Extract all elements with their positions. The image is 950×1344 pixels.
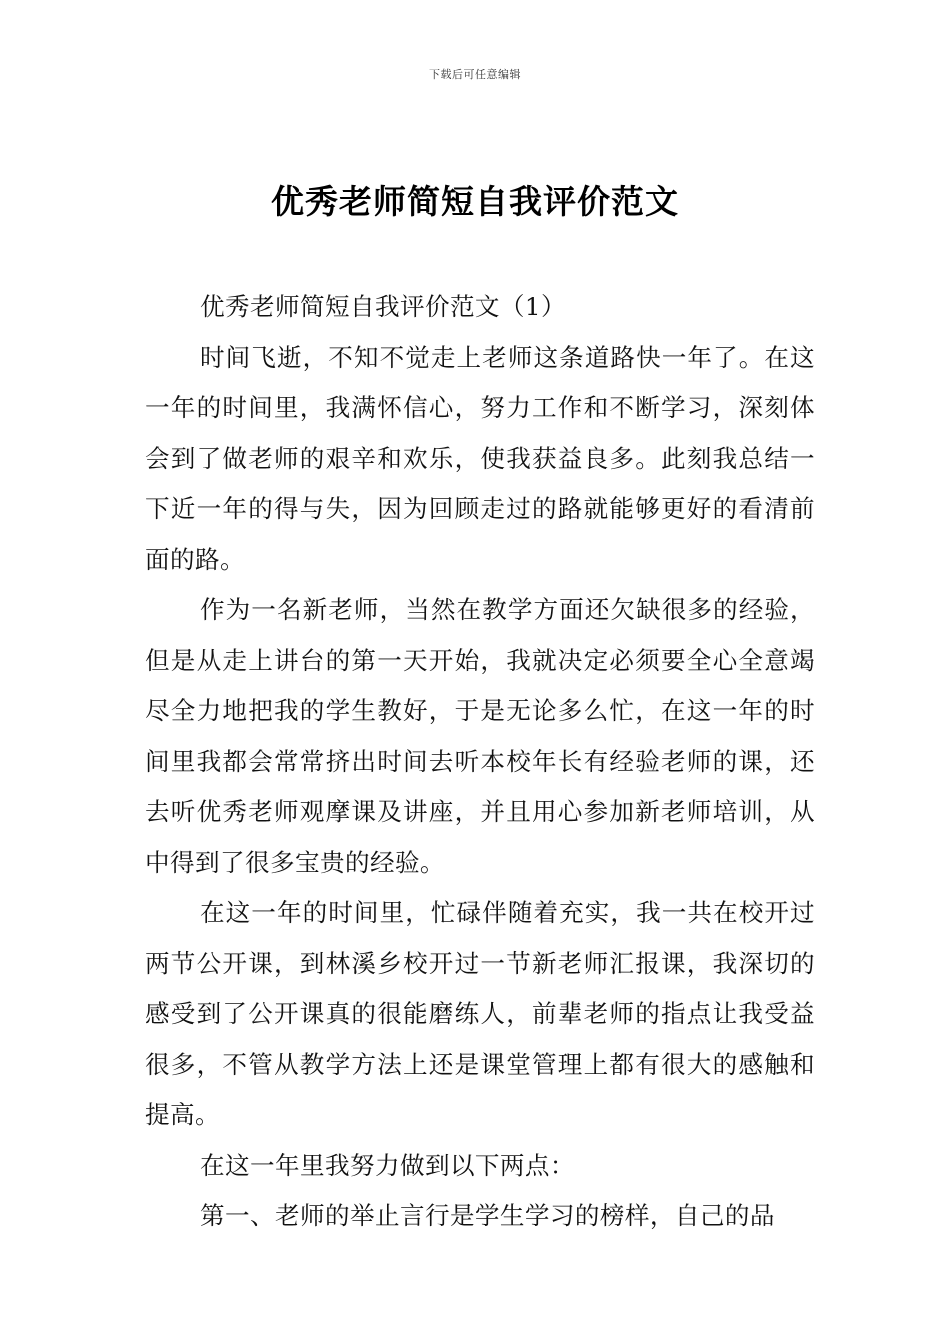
- paragraph: 在这一年里我努力做到以下两点：: [200, 1150, 575, 1180]
- paragraph: 时间飞逝，不知不觉走上老师这条道路快一年了。在这一年的时间里，我满怀信心，努力工作和不断学习，深刻体会到了做老师的艰辛和欢乐，使我获益良多。此刻我总结一下近一年的得与失，因为回顾走过的路就能够更好的看清前面的路。: [145, 342, 815, 574]
- paragraph-subtitle: 优秀老师简短自我评价范文（1）: [200, 292, 566, 321]
- paragraph: 作为一名新老师，当然在教学方面还欠缺很多的经验，但是从走上讲台的第一天开始，我就决定必须要全心全意竭尽全力地把我的学生教好，于是无论多么忙，在这一年的时间里我都会常常挤出时间去听本校年长有经验老师的课，还去听优秀老师观摩课及讲座，并且用心参加新老师培训，从中得到了很多宝贵的经验。: [145, 595, 815, 877]
- header-note: 下载后可任意编辑: [429, 68, 521, 81]
- document-body: [145, 282, 815, 1242]
- document-title: 优秀老师简短自我评价范文: [271, 182, 679, 221]
- paragraph: 在这一年的时间里，忙碌伴随着充实，我一共在校开过两节公开课，到林溪乡校开过一节新老师汇报课，我深切的感受到了公开课真的很能磨练人，前辈老师的指点让我受益很多，不管从教学方法上还是课堂管理上都有很大的感触和提高。: [145, 898, 815, 1129]
- paragraph: 第一、老师的举止言行是学生学习的榜样，自己的品: [200, 1201, 775, 1230]
